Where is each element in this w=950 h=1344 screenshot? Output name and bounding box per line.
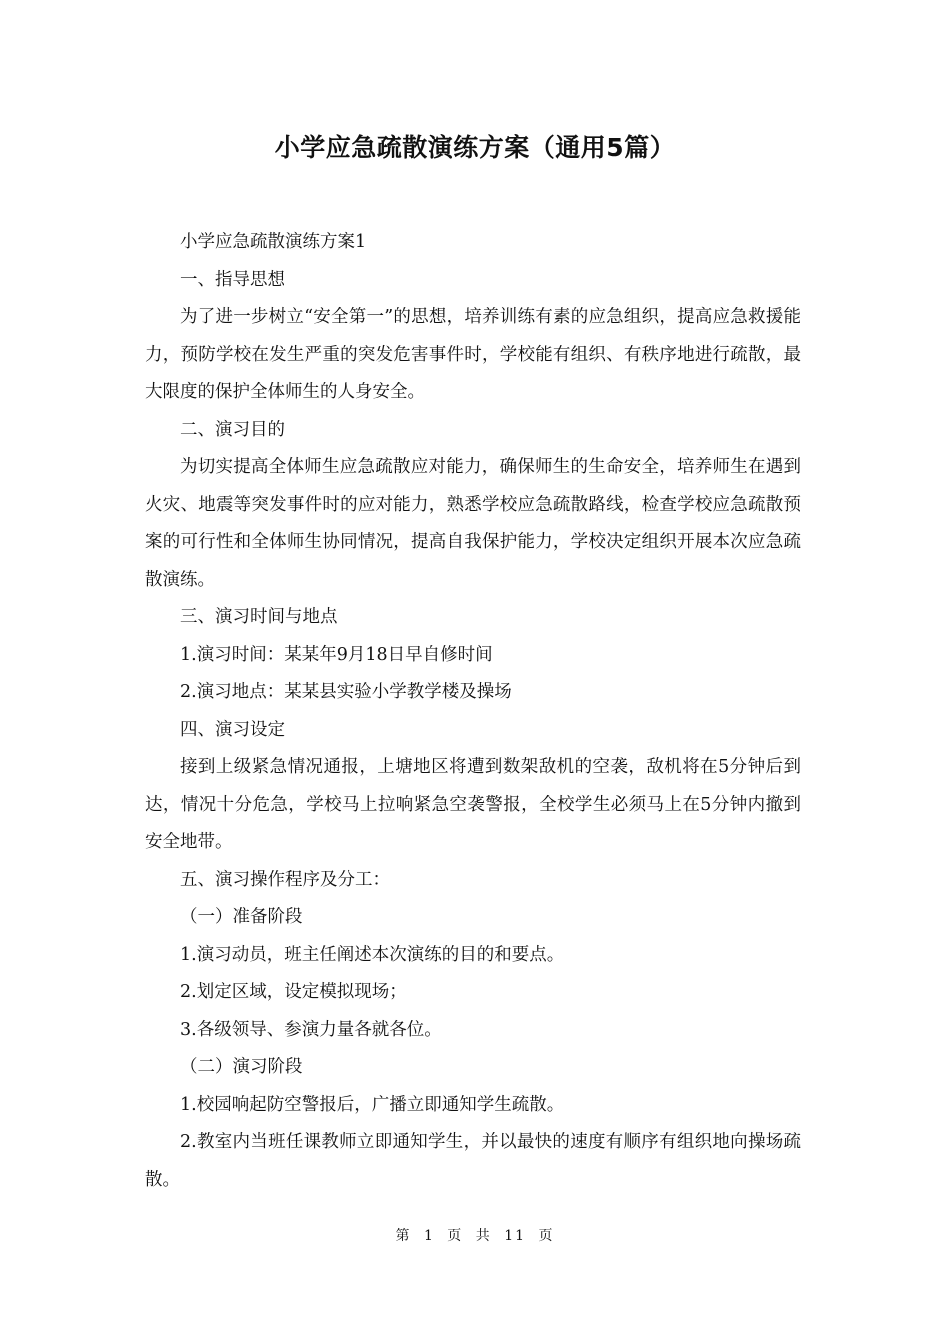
document-body [145, 224, 801, 1199]
list-item: 2.划定区域，设定模拟现场； [180, 982, 407, 1002]
list-item: 1.校园响起防空警报后，广播立即通知学生疏散。 [180, 1094, 565, 1115]
body-paragraph: 为了进一步树立“安全第一”的思想，培养训练有素的应急组织，提高应急救援能力，预防学校在发生严重的突发危害事件时，学校能有组织、有秩序地进行疏散，最大限度的保护全体师生的人身安全。 [145, 307, 801, 402]
document-title: 小学应急疏散演练方案（通用5篇） [274, 133, 676, 162]
section-heading: 一、指导思想 [180, 269, 285, 290]
list-item: 3.各级领导、参演力量各就各位。 [180, 1019, 442, 1040]
subsection-heading: （一）准备阶段 [180, 907, 303, 927]
list-item: 1.演习时间：某某年9月18日早自修时间 [180, 644, 493, 665]
section-heading: 三、演习时间与地点 [180, 607, 338, 627]
section-heading: 四、演习设定 [180, 719, 285, 740]
body-paragraph: 接到上级紧急情况通报，上塘地区将遭到数架敌机的空袭，敌机将在5分钟后到达，情况十分危急，学校马上拉响紧急空袭警报，全校学生必须马上在5分钟内撤到安全地带。 [145, 757, 801, 852]
list-item: 2.演习地点：某某县实验小学教学楼及操场 [180, 682, 512, 702]
subsection-heading: （二）演习阶段 [180, 1057, 303, 1077]
body-paragraph: 为切实提高全体师生应急疏散应对能力，确保师生的生命安全，培养师生在遇到火灾、地震等突发事件时的应对能力，熟悉学校应急疏散路线，检查学校应急疏散预案的可行性和全体师生协同情况，提高自我保护能力，学校决定组织开展本次应急疏散演练。 [145, 457, 801, 590]
section-heading: 五、演习操作程序及分工： [180, 869, 390, 890]
page-footer: 第 1 页 共 11 页 [395, 1228, 555, 1244]
section-heading: 二、演习目的 [180, 419, 285, 440]
section-heading: 小学应急疏散演练方案1 [180, 232, 367, 252]
list-item: 2.教室内当班任课教师立即通知学生，并以最快的速度有顺序有组织地向操场疏散。 [145, 1132, 801, 1190]
list-item: 1.演习动员，班主任阐述本次演练的目的和要点。 [180, 944, 565, 965]
